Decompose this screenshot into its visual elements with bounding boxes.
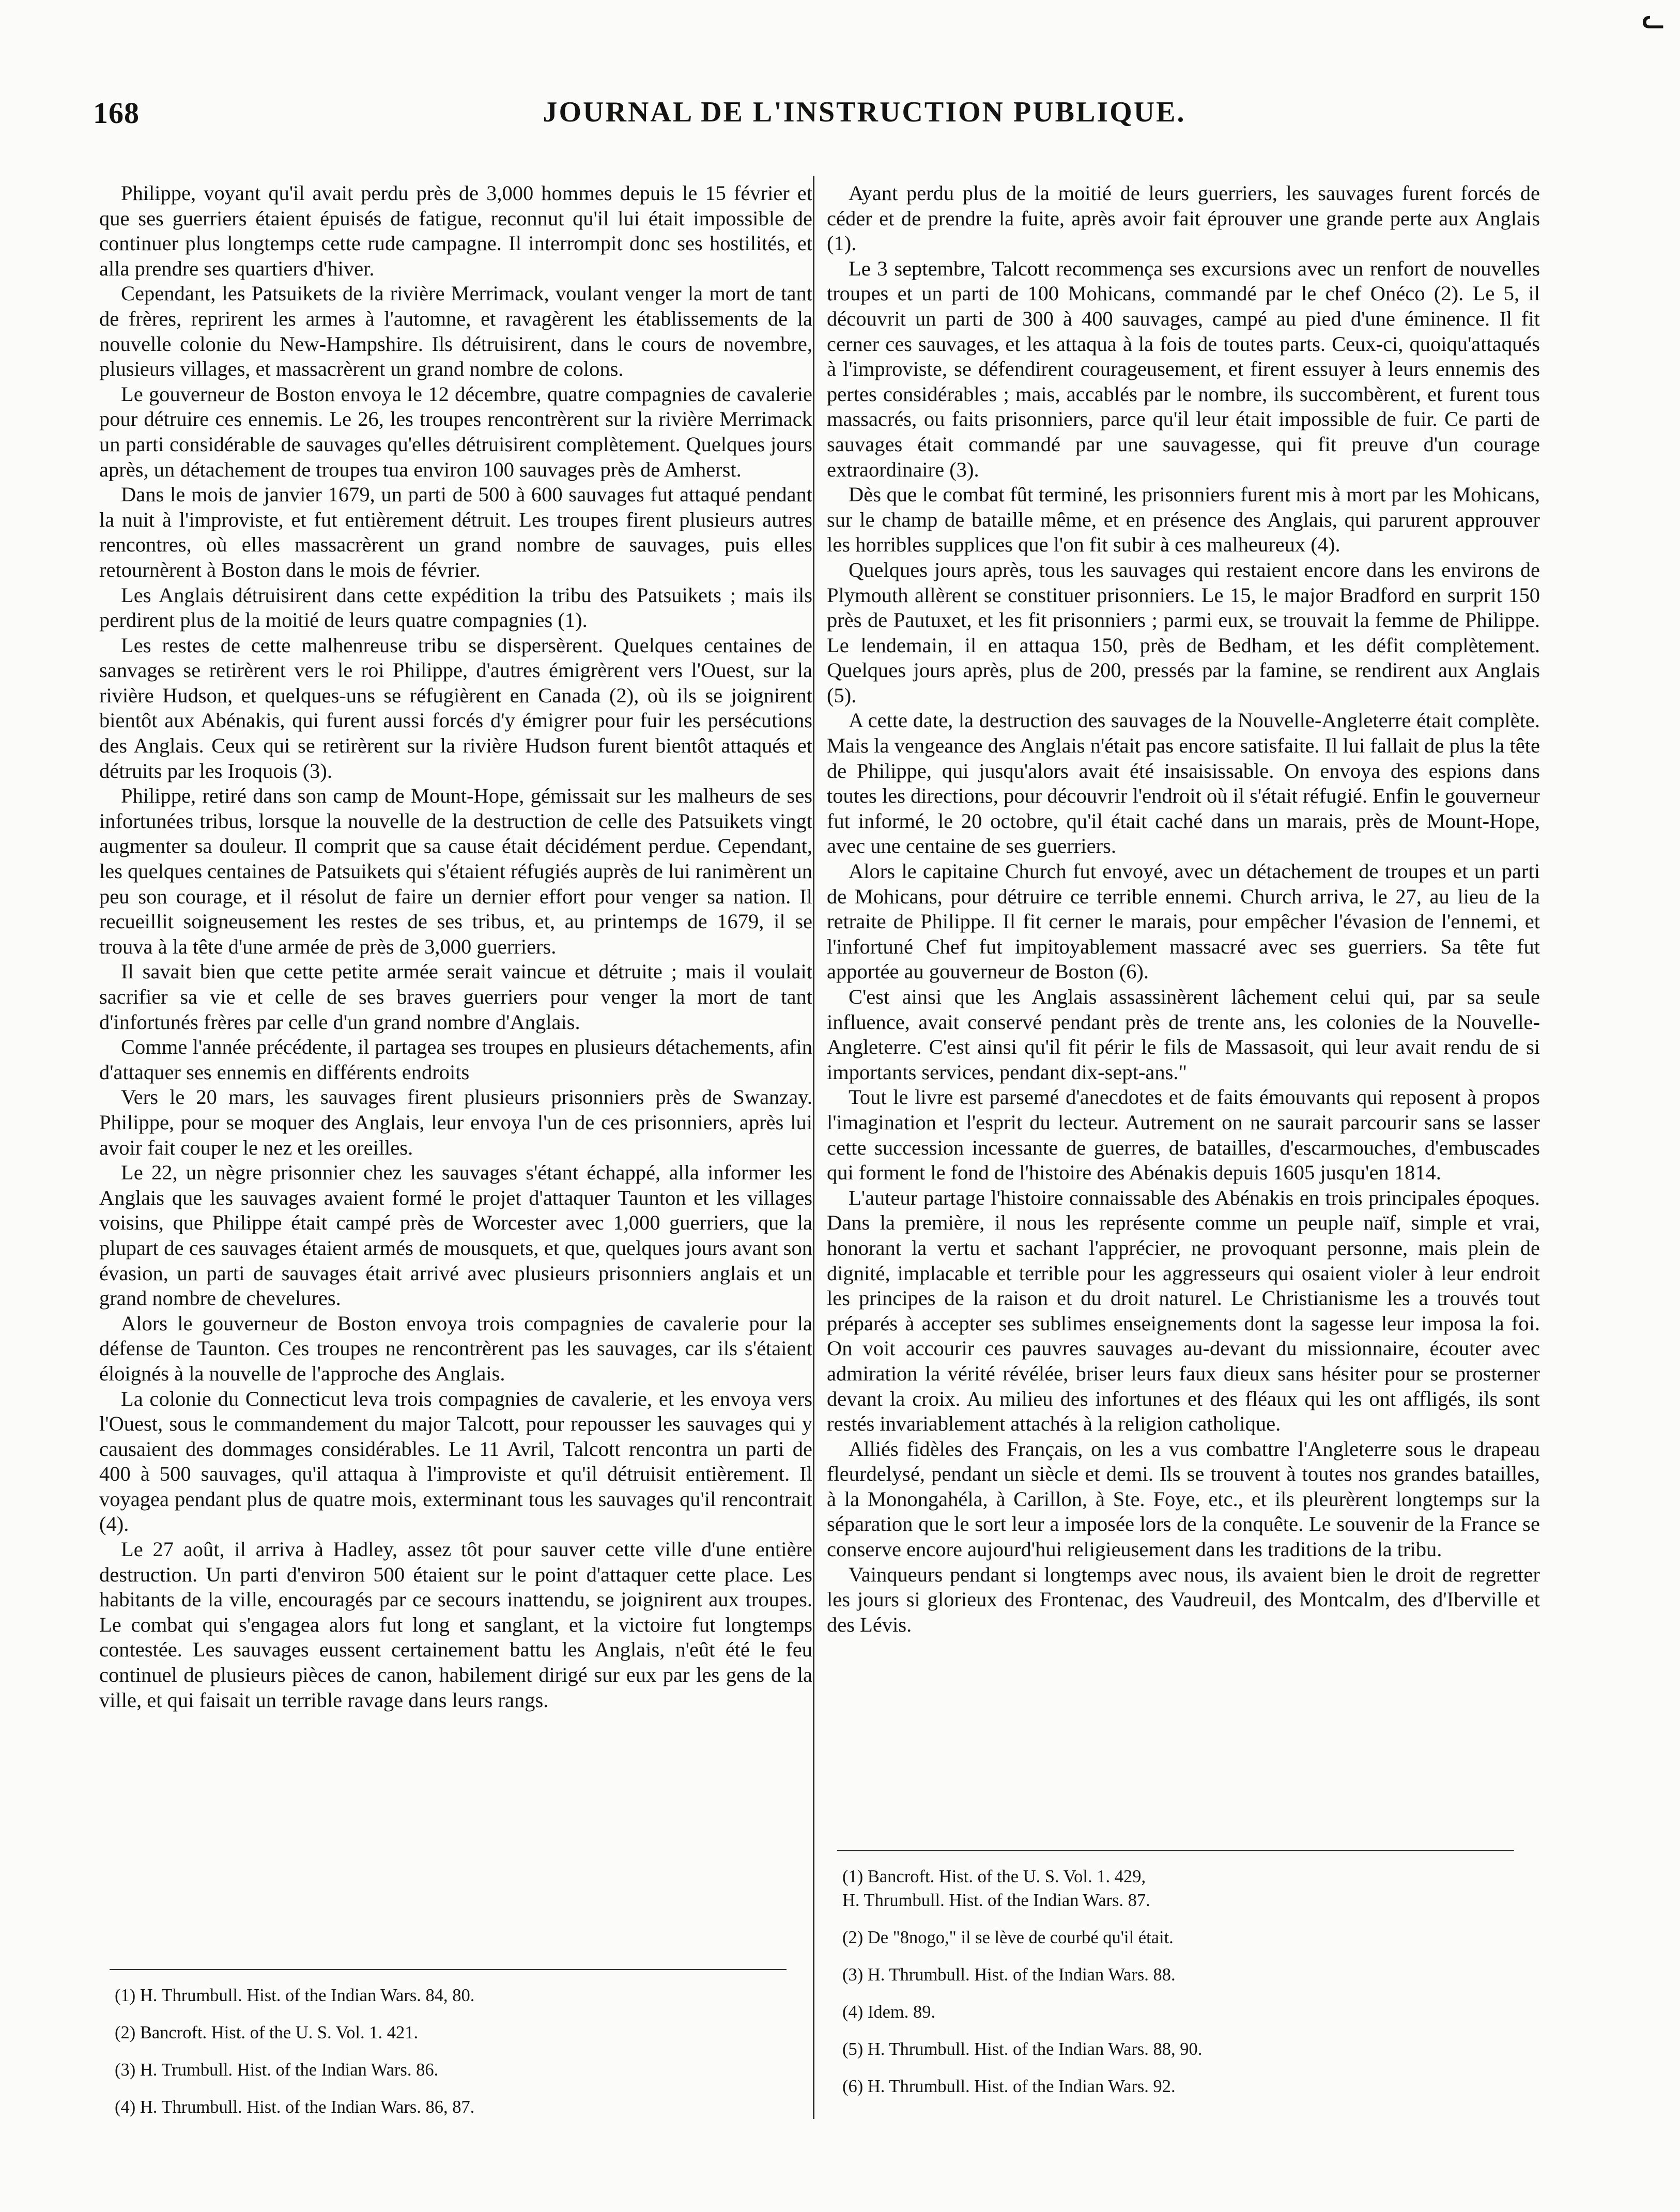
footnotes-right: [827, 1850, 1514, 2112]
paragraph: Alliés fidèles des Français, on les a vus combattre l'Angleterre sous le drapeau fleurdelysé, pendant un siècle et demi. Ils se trouvent à toutes nos grandes batailles, à la Monongahéla, à Carillon, à Ste. Foye, etc., et ils pleurèrent longtemps sur la séparation que le sort leur a imposée lors de la conquête. Le souvenir de la France se conserve encore aujourd'hui religieusement dans les traditions de la tribu.: [827, 1437, 1540, 1561]
right-column: [827, 181, 1540, 1637]
paragraph: La colonie du Connecticut leva trois compagnies de cavalerie, et les envoya vers l'Ouest, sous le commandement du major Talcott, pour repousser les sauvages qui y causaient des dommages considérables. Le 11 Avril, Talcott rencontra un parti de 400 à 500 sauvages, qu'il attaqua à l'improviste et qu'il détruisit entièrement. Il voyagea pendant plus de quatre mois, exterminant tous les sauvages qu'il rencontrait (4).: [99, 1387, 812, 1536]
column-divider: [813, 176, 814, 2119]
footnote: (1) Bancroft. Hist. of the U. S. Vol. 1. 429,: [842, 1867, 1146, 1886]
footnote: (2) Bancroft. Hist. of the U. S. Vol. 1. 421.: [115, 2023, 419, 2042]
paragraph: Vainqueurs pendant si longtemps avec nous, ils avaient bien le droit de regretter les jours si glorieux des Frontenac, des Vaudreuil, des Montcalm, des d'Iberville et des Lévis.: [827, 1562, 1540, 1636]
paragraph: Alors le gouverneur de Boston envoya trois compagnies de cavalerie pour la défense de Taunton. Ces troupes ne rencontrèrent pas les sauvages, car ils s'étaient éloignés à la nouvelle de l'approche des Anglais.: [99, 1311, 812, 1385]
footnote: (3) H. Thrumbull. Hist. of the Indian Wars. 88.: [842, 1965, 1176, 1985]
paragraph: Ayant perdu plus de la moitié de leurs guerriers, les sauvages furent forcés de céder et de prendre la fuite, après avoir fait éprouver une grande perte aux Anglais (1).: [827, 181, 1540, 255]
paragraph: Le 22, un nègre prisonnier chez les sauvages s'étant échappé, alla informer les Anglais que les sauvages avaient formé le projet d'attaquer Taunton et les villages voisins, que Philippe était campé près de Worcester avec 1,000 guerriers, que la plupart de ces sauvages étaient armés de mousquets, et que, quelques jours avant son évasion, un parti de sauvages était arrivé avec plusieurs prisonniers anglais et un grand nombre de chevelures.: [99, 1161, 812, 1310]
paragraph: Cependant, les Patsuikets de la rivière Merrimack, voulant venger la mort de tant de frères, reprirent les armes à l'automne, et ravagèrent les établissements de la nouvelle colonie du New-Hampshire. Ils détruisirent, dans le cours de novembre, plusieurs villages, et massacrèrent un grand nombre de colons.: [99, 282, 812, 381]
paragraph: Le 3 septembre, Talcott recommença ses excursions avec un renfort de nouvelles troupes et un parti de 100 Mohicans, commandé par le chef Onéco (2). Le 5, il découvrit un parti de 300 à 400 sauvages, campé au pied d'une éminence. Il fit cerner ces sauvages, et les attaqua à la fois de toutes parts. Ceux-ci, quoiqu'attaqués à l'improviste, se défendirent courageusement, et firent essuyer à leurs ennemis des pertes considérables ; mais, accablés par le nombre, ils succombèrent, et furent tous massacrés, ou faits prisonniers, parce qu'il leur était impossible de fuir. Ce parti de sauvages était commandé par une sauvagesse, qui fit preuve d'un courage extraordinaire (3).: [827, 256, 1540, 481]
paragraph: C'est ainsi que les Anglais assassinèrent lâchement celui qui, par sa seule influence, avait conservé pendant près de trente ans, les colonies de la Nouvelle-Angleterre. C'est ainsi qu'il fit périr le fils de Massasoit, qui leur avait rendu de si importants services, pendant dix-sept-ans.": [827, 985, 1540, 1084]
corner-mark: ᓚ: [1642, 5, 1664, 34]
footnote-continuation: H. Thrumbull. Hist. of the Indian Wars. 87.: [842, 1891, 1150, 1910]
paragraph: Philippe, retiré dans son camp de Mount-Hope, gémissait sur les malheurs de ses infortunées tribus, lorsque la nouvelle de la destruction de celle des Patsuikets vingt augmenter sa douleur. Il comprit que sa cause était décidément perdue. Cependant, les quelques centaines de Patsuikets qui s'étaient réfugiés auprès de lui ranimèrent un peu son courage, et il résolut de faire un dernier effort pour venger sa nation. Il recueillit soigneusement les restes de ses tribus, et, au printemps de 1679, il se trouva à la tête d'une armée de près de 3,000 guerriers.: [99, 784, 812, 958]
footnote: (3) H. Trumbull. Hist. of the Indian Wars. 86.: [115, 2060, 439, 2080]
footnote: (4) Idem. 89.: [842, 2002, 936, 2022]
footnotes-left: [99, 1969, 787, 2132]
paragraph: Le gouverneur de Boston envoya le 12 décembre, quatre compagnies de cavalerie pour détruire ces ennemis. Le 26, les troupes rencontrèrent sur la rivière Merrimack un parti considérable de sauvages qu'elles détruisirent complètement. Quelques jours après, un détachement de troupes tua environ 100 sauvages près de Amherst.: [99, 382, 812, 481]
paragraph: Les restes de cette malhenreuse tribu se dispersèrent. Quelques centaines de sanvages se retirèrent vers le roi Philippe, d'autres émigrèrent vers l'Ouest, sur la rivière Hudson, et quelques-uns se réfugièrent en Canada (2), où ils se joignirent bientôt aux Abénakis, qui furent aussi forcés d'y émigrer pour fuir les persécutions des Anglais. Ceux qui se retirèrent sur la rivière Hudson furent bientôt attaqués et détruits par les Iroquois (3).: [99, 633, 812, 782]
paragraph: A cette date, la destruction des sauvages de la Nouvelle-Angleterre était complète. Mais la vengeance des Anglais n'était pas encore satisfaite. Il lui fallait de plus la tête de Philippe, qui jusqu'alors avait été insaisissable. On envoya des espions dans toutes les directions, pour découvrir l'endroit où il s'était réfugié. Enfin le gouverneur fut informé, le 20 octobre, qu'il était caché dans un marais, près de Mount-Hope, avec une centaine de ses guerriers.: [827, 709, 1540, 858]
footnote-rule: [837, 1850, 1514, 1851]
paragraph: Le 27 août, il arriva à Hadley, assez tôt pour sauver cette ville d'une entière destruction. Un parti d'environ 500 étaient sur le point d'attaquer cette place. Les habitants de la ville, encouragés par ce secours inattendu, se joignirent aux troupes. Le combat qui s'engagea alors fut long et sanglant, et la victoire fut longtemps contestée. Les sauvages eussent certainement battu les Anglais, n'eût été le feu continuel de plusieurs pièces de canon, habilement dirigé sur eux par les gens de la ville, et qui faisait un terrible ravage dans leurs rangs.: [99, 1538, 812, 1712]
footnote-rule: [110, 1969, 787, 1970]
paragraph: Les Anglais détruisirent dans cette expédition la tribu des Patsuikets ; mais ils perdirent plus de la moitié de leurs quatre compagnies (1).: [99, 583, 812, 632]
paragraph: Dans le mois de janvier 1679, un parti de 500 à 600 sauvages fut attaqué pendant la nuit à l'improviste, et fut entièrement détruit. Les troupes firent plusieurs autres rencontres, où elles massacrèrent un grand nombre de sauvages, puis elles retournèrent à Boston dans le mois de février.: [99, 483, 812, 581]
paragraph: L'auteur partage l'histoire connaissable des Abénakis en trois principales époques. Dans la première, il nous les représente comme un peuple naïf, simple et vrai, honorant la vertu et sachant l'apprécier, ne provoquant personne, mais plein de dignité, implacable et terrible pour les aggresseurs qui osaient violer à leur endroit les principes de la raison et du droit naturel. Le Christianisme les a trouvés tout préparés à accepter ses sublimes enseignements dont la sagesse leur imposa la foi. On voit accourir ces pauvres sauvages au-devant du missionnaire, écouter avec admiration la vérité révélée, briser leurs faux dieux sans hésiter pour se prosterner devant la croix. Au milieu des infortunes et des fléaux qui les ont affligés, ils sont restés invariablement attachés à la religion catholique.: [827, 1186, 1540, 1436]
footnote: (4) H. Thrumbull. Hist. of the Indian Wars. 86, 87.: [115, 2097, 475, 2117]
paragraph: Philippe, voyant qu'il avait perdu près de 3,000 hommes depuis le 15 février et que ses guerriers étaient épuisés de fatigue, reconnut qu'il lui était impossible de continuer plus longtemps cette rude campagne. Il interrompit donc ses hostilités, et alla prendre ses quartiers d'hiver.: [99, 181, 812, 280]
paragraph: Il savait bien que cette petite armée serait vaincue et détruite ; mais il voulait sacrifier sa vie et celle de ses braves guerriers pour venger la mort de tant d'infortunés frères par celle d'un grand nombre d'Anglais.: [99, 960, 812, 1034]
paragraph: Comme l'année précédente, il partagea ses troupes en plusieurs détachements, afin d'attaquer ses ennemis en différents endroits: [99, 1035, 812, 1084]
footnote: (2) De "8nogo," il se lève de courbé qu'il était.: [842, 1928, 1174, 1947]
page-number: 168: [93, 96, 140, 130]
footnote: (6) H. Thrumbull. Hist. of the Indian Wars. 92.: [842, 2077, 1176, 2096]
paragraph: Dès que le combat fût terminé, les prisonniers furent mis à mort par les Mohicans, sur le champ de bataille même, et en présence des Anglais, qui parurent approuver les horribles supplices que l'on fit subir à ces malheureux (4).: [827, 483, 1540, 557]
paragraph: Tout le livre est parsemé d'anecdotes et de faits émouvants qui reposent à propos l'imagination et l'esprit du lecteur. Autrement on ne saurait parcourir sans se lasser cette succession incessante de guerres, de batailles, d'escarmouches, d'embuscades qui forment le fond de l'histoire des Abénakis depuis 1605 jusqu'en 1814.: [827, 1085, 1540, 1185]
footnote: (1) H. Thrumbull. Hist. of the Indian Wars. 84, 80.: [115, 1986, 475, 2005]
paragraph: Alors le capitaine Church fut envoyé, avec un détachement de troupes et un parti de Mohicans, pour détruire ce terrible ennemi. Church arriva, le 27, au lieu de la retraite de Philippe. Il fit cerner le marais, pour empêcher l'évasion de l'ennemi, et l'infortuné Chef fut impitoyablement massacré avec ses guerriers. Sa tête fut apportée au gouverneur de Boston (6).: [827, 859, 1540, 984]
paragraph: Vers le 20 mars, les sauvages firent plusieurs prisonniers près de Swanzay. Philippe, pour se moquer des Anglais, leur envoya l'un de ces prisonniers, après lui avoir fait couper le nez et les oreilles.: [99, 1085, 812, 1159]
journal-title: JOURNAL DE L'INSTRUCTION PUBLIQUE.: [543, 96, 1186, 128]
footnote: (5) H. Thrumbull. Hist. of the Indian Wars. 88, 90.: [842, 2039, 1203, 2059]
left-column: [99, 181, 812, 1713]
page-header: [93, 96, 1636, 137]
paragraph: Quelques jours après, tous les sauvages qui restaient encore dans les environs de Plymouth allèrent se constituer prisonniers. Le 15, le major Bradford en surprit 150 près de Pautuxet, et les fit prisonniers ; parmi eux, se trouvait la femme de Philippe. Le lendemain, il en attaqua 150, près de Bedham, et les défit complètement. Quelques jours après, plus de 200, pressés par la famine, se rendirent aux Anglais (5).: [827, 558, 1540, 707]
